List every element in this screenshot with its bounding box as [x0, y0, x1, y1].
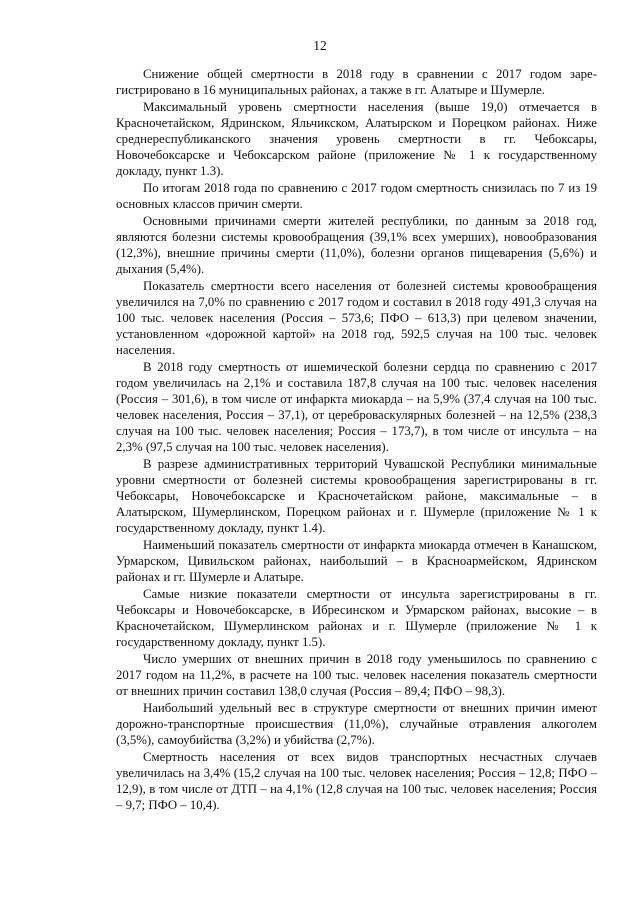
body-text [116, 66, 597, 813]
paragraph-mortality-decline: Снижение общей смертности в 2018 году в сравнении с 2017 годом зарегистрировано в 16 муниципальных районах, а также в гг. Алатыре и Шумерле. [116, 67, 597, 97]
paragraph-ischemic-heart-disease: В 2018 году смертность от ишемической болезни сердца по сравнению с 2017 годом увеличилась на 2,1% и составила 187,8 случая на 100 тыс. человек населения (Россия – 301,6), в том числе от инфаркта миокарда – на 5,9% (37,4 случая на 100 тыс. человек населения, Россия – 37,1), от цереброваскулярных болезней – на 12,5% (238,3 случая на 100 тыс. человек населения; Россия – 173,7), в том числе от инсульта – на 2,3% (97,5 случая на 100 тыс. человек населения). [116, 360, 597, 454]
paragraph-territorial-breakdown: В разрезе административных территорий Чувашской Республики минимальные уровни смертности от болезней системы кровообращения зарегистрированы в гг. Чебоксары, Новочебоксарске и Красночетайском районе, максимальные – в Алатырском, Шумерлинском, Порецком районах и г. Шумерле (приложение № 1 к государственному докладу, пункт 1.4). [116, 457, 597, 535]
page-number: 12 [313, 38, 327, 53]
paragraph-main-causes: Основными причинами смерти жителей республики, по данным за 2018 год, являются болезни системы кровообращения (39,1% всех умерших), новообразования (12,3%), внешние причины смерти (11,0%), болезни органов пищеварения (5,6%) и дыхания (5,4%). [116, 214, 597, 276]
paragraph-stroke: Самые низкие показатели смертности от инсульта зарегистрированы в гг. Чебоксары и Новочебоксарске, в Ибресинском и Урмарском районах, высокие – в Красночетайском, Шумерлинском районах и г. Шумерле (приложение № 1 к государственному докладу, пункт 1.5). [116, 587, 597, 649]
paragraph-external-causes: Число умерших от внешних причин в 2018 году уменьшилось по сравнению с 2017 годом на 11,2%, в расчете на 100 тыс. человек населения показатель смертности от внешних причин составил 138,0 случая (Россия – 89,4; ПФО – 98,3). [116, 652, 597, 698]
paragraph-max-mortality: Максимальный уровень смертности населения (выше 19,0) отмечается в Красночетайском, Ядринском, Яльчикском, Алатырском и Порецком районах. Ниже среднереспубликанского значения уровень смертности в гг. Чебоксары, Новочебоксарске и Чебоксарском районе (приложение № 1 к государственному докладу, пункт 1.3). [116, 100, 597, 178]
paragraph-external-structure: Наибольший удельный вес в структуре смертности от внешних причин имеют дорожно-транспортные происшествия (11,0%), случайные отравления алкоголем (3,5%), самоубийства (3,2%) и убийства (2,7%). [116, 701, 597, 747]
paragraph-transport-accidents: Смертность населения от всех видов транспортных несчастных случаев увеличилась на 3,4% (15,2 случая на 100 тыс. человек населения; Россия – 12,8; ПФО – 12,9), в том числе от ДТП – на 4,1% (12,8 случая на 100 тыс. человек населения; Россия – 9,7; ПФО – 10,4). [116, 750, 597, 812]
paragraph-circulatory-mortality: Показатель смертности всего населения от болезней системы кровообращения увеличился на 7,0% по сравнению с 2017 годом и составил в 2018 году 491,3 случая на 100 тыс. человек населения (Россия – 573,6; ПФО – 613,3) при целевом значении, установленном «дорожной картой» на 2018 год, 592,5 случая на 100 тыс. человек населения. [116, 279, 597, 357]
paragraph-myocardial-infarction: Наименьший показатель смертности от инфаркта миокарда отмечен в Канашском, Урмарском, Цивильском районах, наибольший – в Красноармейском, Ядринском районах и гг. Шумерле и Алатыре. [116, 538, 597, 584]
paragraph-classes-declined: По итогам 2018 года по сравнению с 2017 годом смертность снизилась по 7 из 19 основных классов причин смерти. [116, 181, 597, 211]
